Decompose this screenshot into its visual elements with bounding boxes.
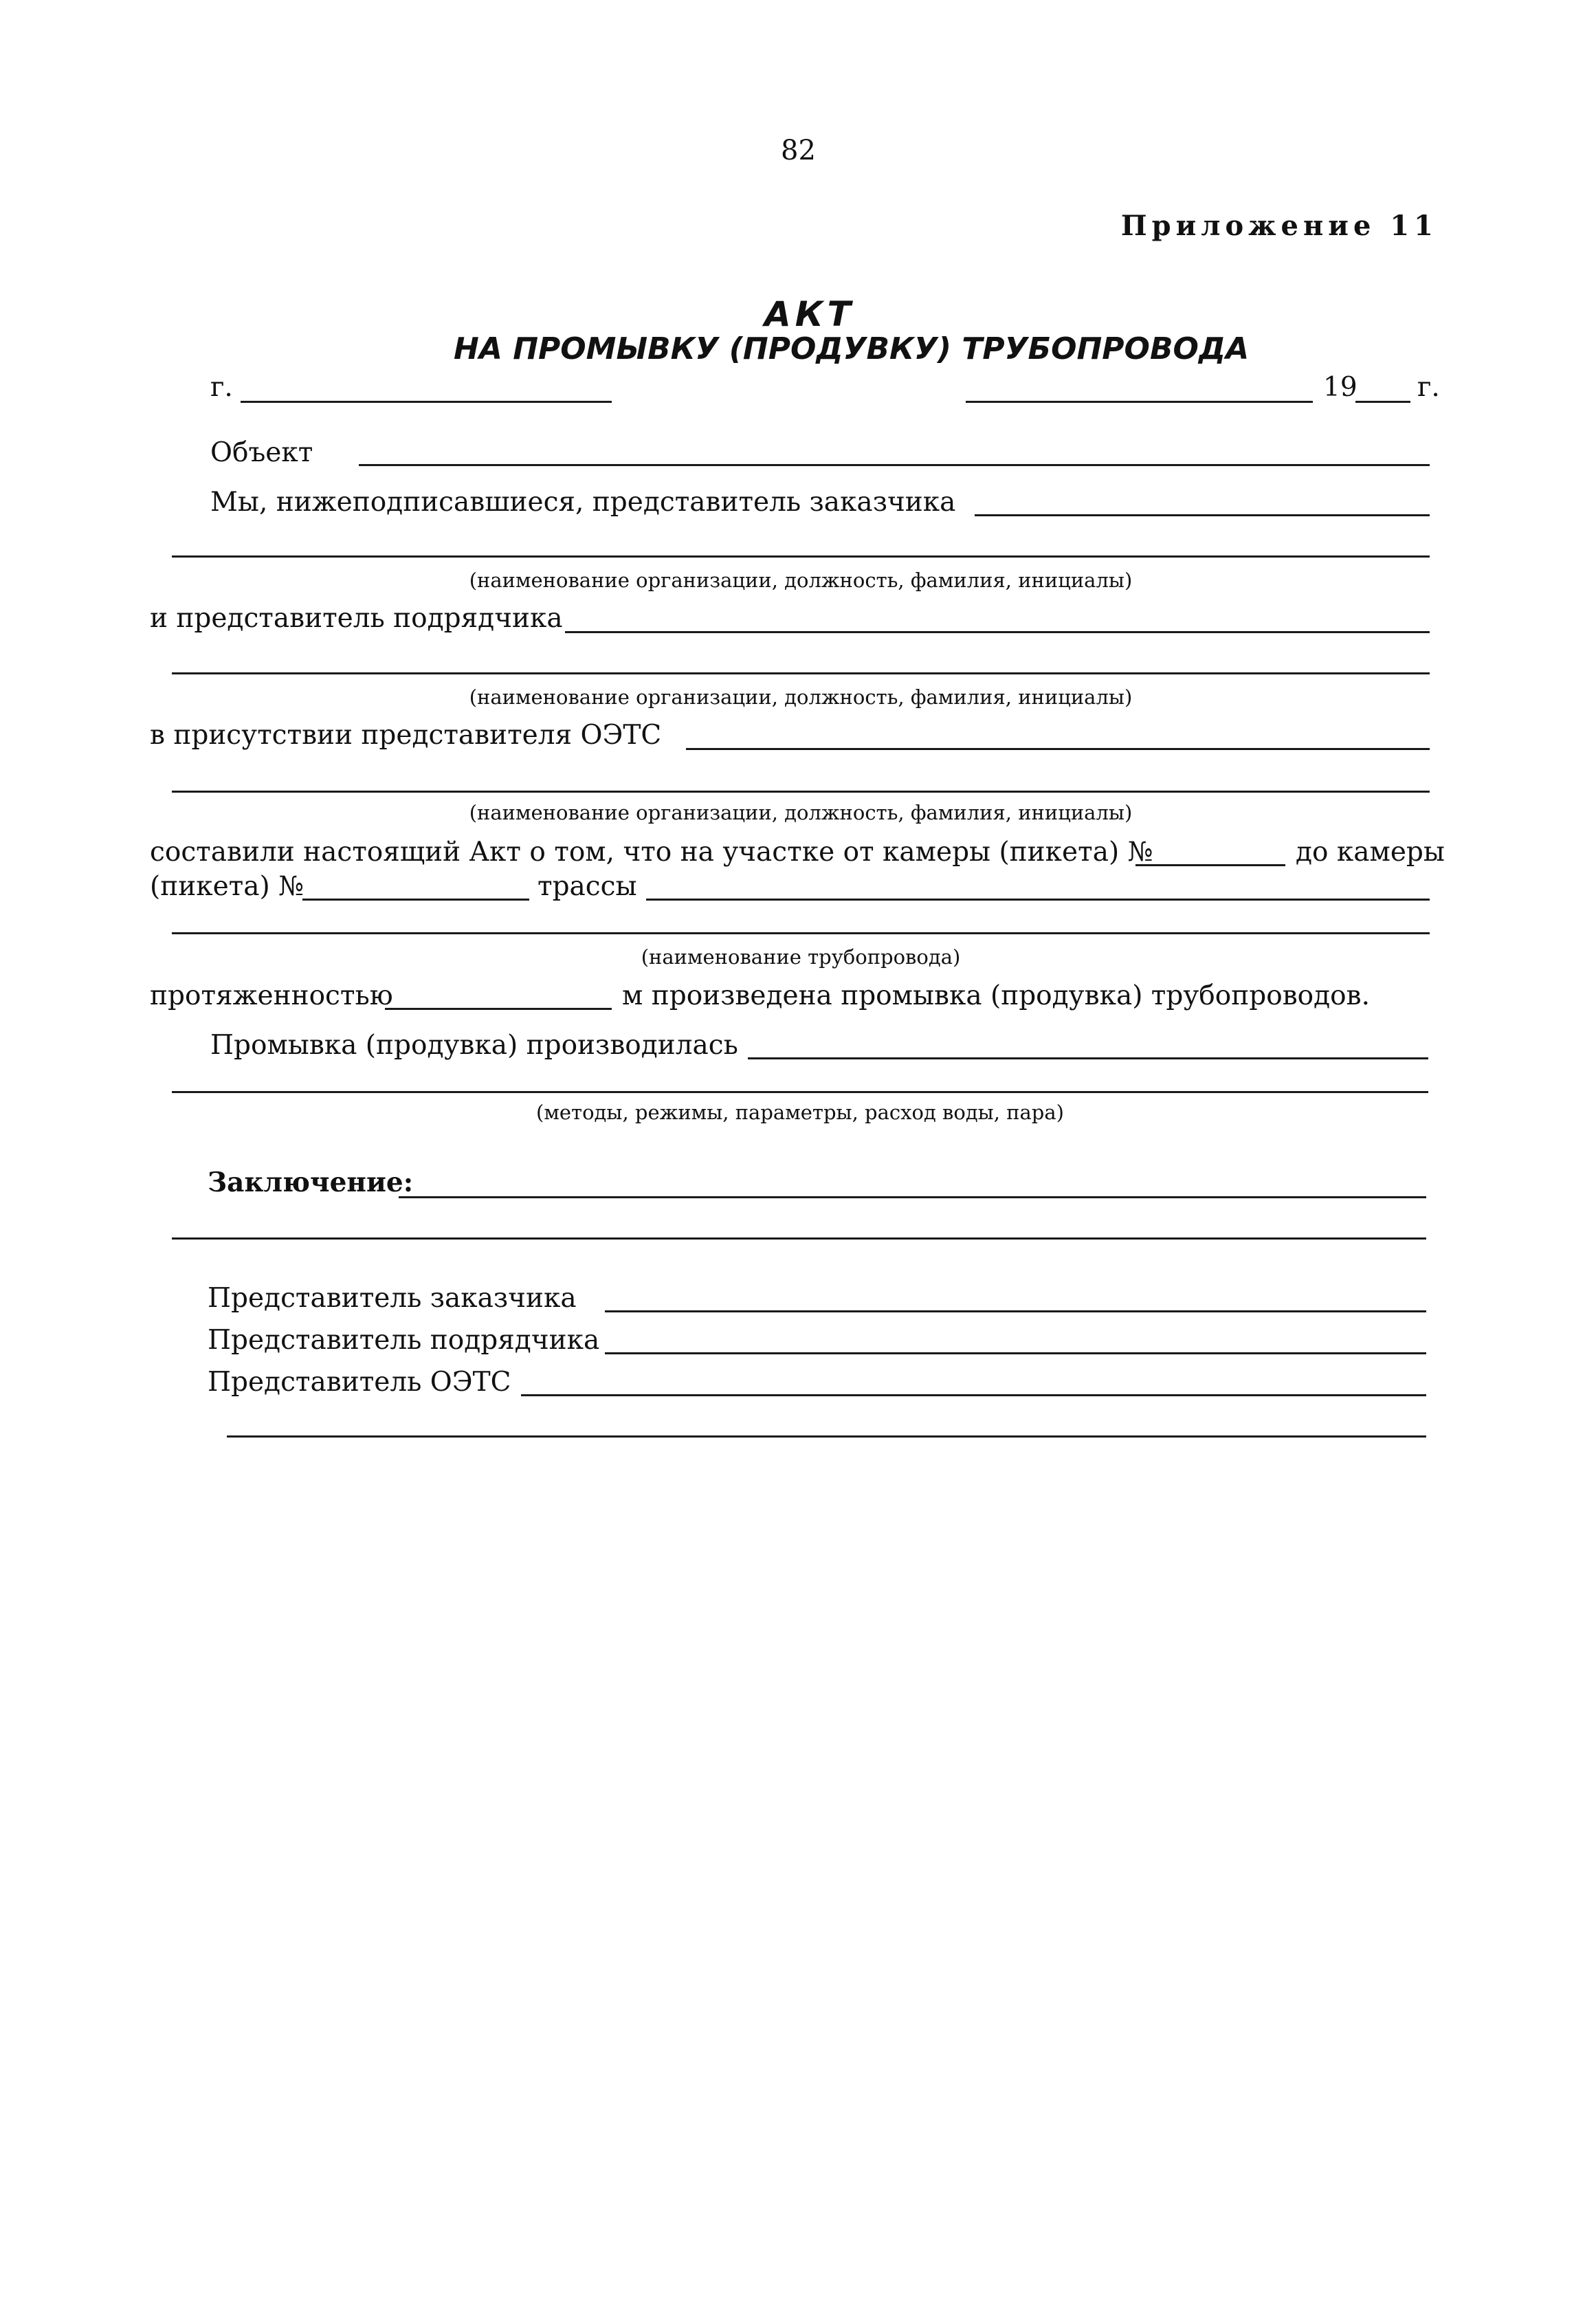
document-subtitle: НА ПРОМЫВКУ (ПРОДУВКУ) ТРУБОПРОВОДА (454, 331, 1250, 366)
year-field[interactable] (1355, 401, 1410, 403)
customer-label: Мы, нижеподписавшиеся, представитель заказчика (210, 487, 956, 518)
contractor-label: и представитель подрядчика (150, 603, 563, 634)
org-caption-contractor: (наименование организации, должность, фамилия, инициалы) (469, 685, 1133, 709)
length-field[interactable] (385, 1008, 612, 1010)
signature-contractor-field[interactable] (605, 1352, 1426, 1354)
object-label: Объект (210, 437, 313, 468)
to-chamber-field[interactable] (302, 899, 529, 901)
to-chamber-label: до камеры (1296, 837, 1445, 868)
page-number: 82 (781, 135, 816, 166)
section-text: составили настоящий Акт о том, что на участке от камеры (пикета) № (150, 837, 1153, 868)
contractor-field[interactable] (565, 631, 1430, 633)
oets-label: в присутствии представителя ОЭТС (150, 720, 662, 751)
route-label: трассы (537, 871, 637, 902)
customer-field[interactable] (975, 514, 1430, 516)
picket-label: (пикета) № (150, 871, 304, 902)
signature-oets-field[interactable] (521, 1394, 1426, 1396)
year-suffix: г. (1417, 372, 1440, 403)
flushing-field-continued[interactable] (172, 1091, 1428, 1093)
from-chamber-field[interactable] (1135, 864, 1285, 866)
org-caption-oets: (наименование организации, должность, фамилия, инициалы) (469, 801, 1133, 824)
signature-customer-label: Представитель заказчика (208, 1283, 577, 1314)
length-text: м произведена промывка (продувка) трубопроводов. (622, 980, 1370, 1011)
conclusion-label: Заключение: (208, 1167, 414, 1198)
customer-field-continued[interactable] (172, 555, 1430, 558)
length-label: протяженностью (150, 980, 393, 1011)
signature-oets-field-continued[interactable] (227, 1435, 1426, 1438)
conclusion-field[interactable] (399, 1196, 1426, 1198)
year-prefix: 19 (1323, 372, 1357, 403)
flushing-field[interactable] (748, 1057, 1428, 1059)
oets-field-continued[interactable] (172, 791, 1430, 793)
object-field[interactable] (359, 464, 1430, 466)
document-title: АКТ (764, 294, 855, 334)
city-prefix: г. (210, 372, 233, 403)
signature-oets-label: Представитель ОЭТС (208, 1367, 511, 1398)
flushing-label: Промывка (продувка) производилась (210, 1030, 738, 1061)
signature-customer-field[interactable] (605, 1310, 1426, 1312)
date-field[interactable] (966, 401, 1313, 403)
oets-field[interactable] (686, 748, 1430, 750)
appendix-label: Приложение 11 (1120, 210, 1438, 242)
conclusion-field-continued[interactable] (172, 1237, 1426, 1240)
signature-contractor-label: Представитель подрядчика (208, 1325, 600, 1356)
route-field[interactable] (646, 899, 1430, 901)
contractor-field-continued[interactable] (172, 672, 1430, 674)
pipeline-caption: (наименование трубопровода) (641, 945, 961, 969)
org-caption-customer: (наименование организации, должность, фамилия, инициалы) (469, 569, 1133, 592)
route-field-continued[interactable] (172, 932, 1430, 934)
city-field[interactable] (241, 401, 612, 403)
methods-caption: (методы, режимы, параметры, расход воды, пара) (536, 1101, 1064, 1124)
